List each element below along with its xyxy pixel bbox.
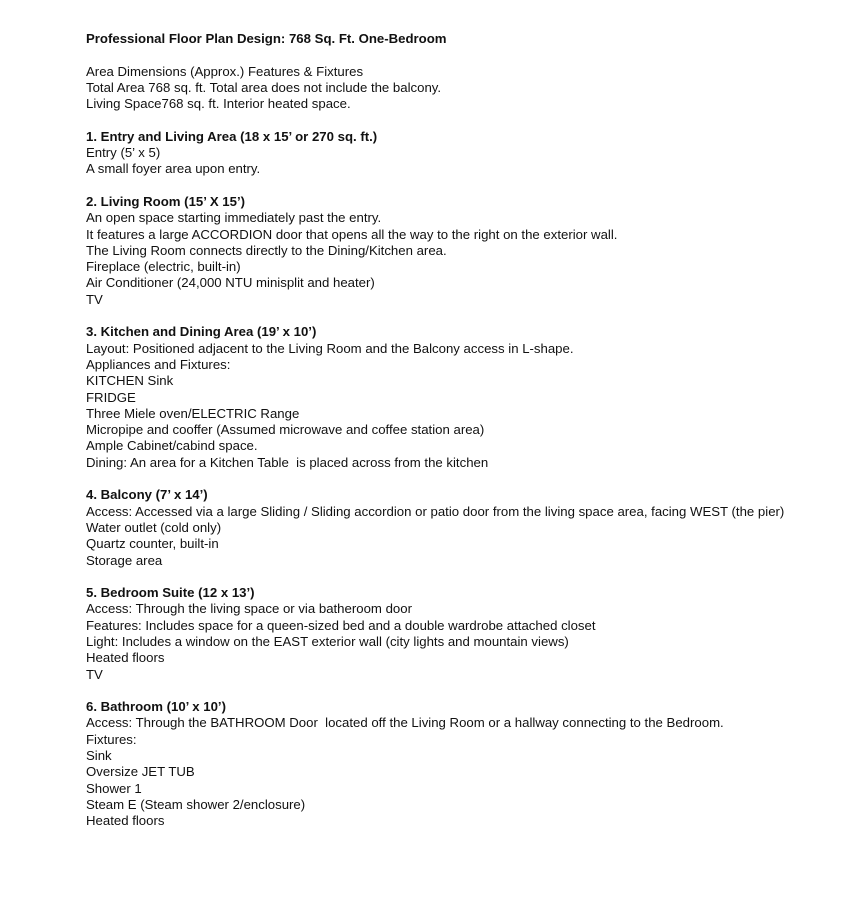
section-line: Layout: Positioned adjacent to the Living Room and the Balcony access in L-shape.	[86, 340, 574, 356]
section-line: TV	[86, 291, 103, 307]
section-3	[86, 324, 846, 471]
section-line: Light: Includes a window on the EAST exterior wall (city lights and mountain views)	[86, 633, 569, 649]
section-line: FRIDGE	[86, 389, 136, 405]
section-line: Shower 1	[86, 780, 142, 796]
section-heading: 5. Bedroom Suite (12 x 13’)	[86, 585, 255, 601]
sections-container	[86, 129, 846, 830]
section-line: Micropipe and cooffer (Assumed microwave and coffee station area)	[86, 422, 485, 438]
section-1	[86, 129, 846, 178]
section-line: Three Miele oven/ELECTRIC Range	[86, 405, 300, 421]
section-heading: 2. Living Room (15’ X 15’)	[86, 193, 246, 209]
section-line: Features: Includes space for a queen-sized bed and a double wardrobe attached closet	[86, 617, 596, 633]
section-line: Water outlet (cold only)	[86, 519, 222, 535]
section-line: Access: Accessed via a large Sliding / Sliding accordion or patio door from the living space area, facing WEST (the pier)	[86, 503, 785, 519]
section-line: Air Conditioner (24,000 NTU minisplit and heater)	[86, 275, 375, 291]
section-line: Storage area	[86, 552, 163, 568]
section-6	[86, 699, 846, 829]
area-summary-table	[86, 64, 846, 113]
section-line: Quartz counter, built-in	[86, 536, 219, 552]
area-summary-row-total: Total Area 768 sq. ft. Total area does not include the balcony.	[86, 79, 442, 95]
section-5	[86, 585, 846, 683]
section-line: Appliances and Fixtures:	[86, 356, 231, 372]
section-line: An open space starting immediately past the entry.	[86, 210, 382, 226]
section-heading: 3. Kitchen and Dining Area (19’ x 10’)	[86, 324, 317, 340]
section-line: Heated floors	[86, 813, 165, 829]
section-line: The Living Room connects directly to the Dining/Kitchen area.	[86, 242, 447, 258]
section-line: Fireplace (electric, built-in)	[86, 259, 241, 275]
section-line: Access: Through the BATHROOM Door located off the Living Room or a hallway connecting to the Bedroom.	[86, 715, 724, 731]
section-2	[86, 194, 846, 308]
section-line: Steam E (Steam shower 2/enclosure)	[86, 796, 306, 812]
section-heading: 6. Bathroom (10’ x 10’)	[86, 699, 226, 715]
section-line: Dining: An area for a Kitchen Table is placed across from the kitchen	[86, 454, 489, 470]
section-heading: 1. Entry and Living Area (18 x 15’ or 270 sq. ft.)	[86, 128, 378, 144]
section-line: TV	[86, 666, 103, 682]
section-line: Fixtures:	[86, 731, 137, 747]
section-line: Entry (5’ x 5)	[86, 145, 161, 161]
area-summary-row-living: Living Space768 sq. ft. Interior heated space.	[86, 96, 351, 112]
document-title: Professional Floor Plan Design: 768 Sq. Ft. One-Bedroom	[86, 31, 447, 46]
section-line: Heated floors	[86, 650, 165, 666]
section-line: A small foyer area upon entry.	[86, 161, 261, 177]
section-line: Ample Cabinet/cabind space.	[86, 438, 258, 454]
section-line: Oversize JET TUB	[86, 764, 195, 780]
document-page	[86, 31, 846, 846]
section-line: Sink	[86, 748, 112, 764]
section-4	[86, 487, 846, 568]
section-line: Access: Through the living space or via batheroom door	[86, 601, 412, 617]
section-heading: 4. Balcony (7’ x 14’)	[86, 487, 208, 503]
section-line: It features a large ACCORDION door that opens all the way to the right on the exterior wall.	[86, 226, 618, 242]
area-summary-header: Area Dimensions (Approx.) Features & Fixtures	[86, 63, 364, 79]
section-line: KITCHEN Sink	[86, 373, 174, 389]
